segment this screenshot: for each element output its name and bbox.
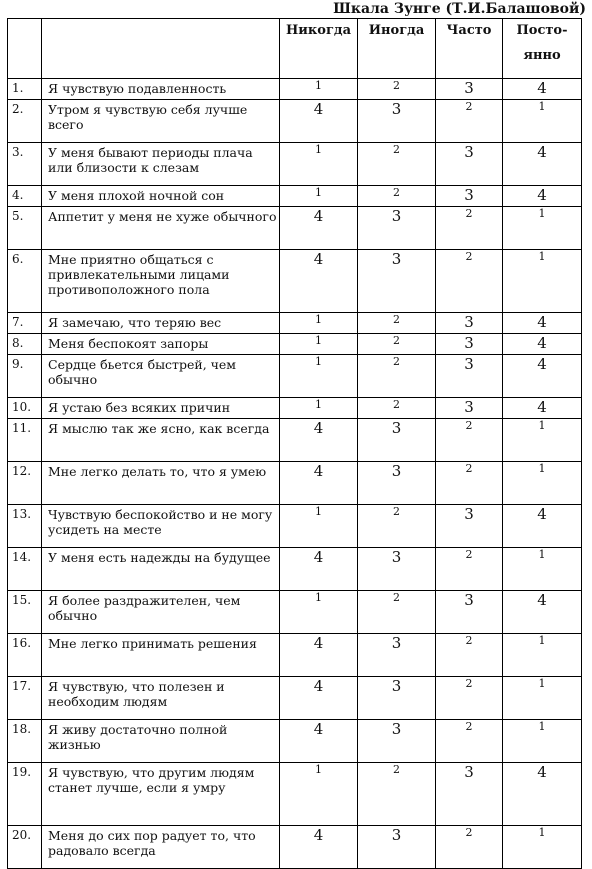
score-sometimes: 3: [358, 677, 436, 720]
score-constantly: 4: [503, 334, 582, 355]
header-never: Никогда: [280, 19, 358, 79]
score-never: 1: [280, 398, 358, 419]
score-sometimes: 2: [358, 79, 436, 100]
row-number: 9.: [8, 355, 42, 398]
row-statement: Меня беспокоят запоры: [42, 334, 280, 355]
row-number: 7.: [8, 313, 42, 334]
score-never: 4: [280, 462, 358, 505]
score-often: 3: [436, 763, 503, 826]
score-constantly: 4: [503, 591, 582, 634]
zung-scale-table: [7, 18, 582, 869]
score-often: 2: [436, 207, 503, 250]
row-number: 4.: [8, 186, 42, 207]
score-constantly: 4: [503, 355, 582, 398]
row-statement: Я замечаю, что теряю вес: [42, 313, 280, 334]
score-never: 4: [280, 720, 358, 763]
score-sometimes: 2: [358, 763, 436, 826]
score-often: 2: [436, 677, 503, 720]
row-statement: Я чувствую подавленность: [42, 79, 280, 100]
row-statement: У меня есть надежды на будущее: [42, 548, 280, 591]
score-constantly: 4: [503, 313, 582, 334]
score-never: 4: [280, 548, 358, 591]
table-row: [8, 462, 582, 505]
row-statement: Мне легко делать то, что я умею: [42, 462, 280, 505]
score-often: 3: [436, 398, 503, 419]
score-never: 4: [280, 250, 358, 313]
header-row: [8, 19, 582, 79]
table-row: [8, 398, 582, 419]
score-often: 3: [436, 505, 503, 548]
score-often: 2: [436, 462, 503, 505]
row-number: 17.: [8, 677, 42, 720]
header-statement: [42, 19, 280, 79]
score-sometimes: 3: [358, 826, 436, 869]
score-constantly: 1: [503, 100, 582, 143]
score-sometimes: 3: [358, 250, 436, 313]
score-constantly: 4: [503, 79, 582, 100]
row-statement: У меня бывают периоды плача или близости к слезам: [42, 143, 280, 186]
score-constantly: 4: [503, 186, 582, 207]
row-number: 14.: [8, 548, 42, 591]
score-often: 3: [436, 143, 503, 186]
score-sometimes: 3: [358, 100, 436, 143]
score-never: 1: [280, 591, 358, 634]
row-number: 2.: [8, 100, 42, 143]
row-number: 1.: [8, 79, 42, 100]
row-statement: Утром я чувствую себя лучше всего: [42, 100, 280, 143]
score-never: 1: [280, 313, 358, 334]
score-never: 1: [280, 763, 358, 826]
score-constantly: 1: [503, 462, 582, 505]
score-constantly: 4: [503, 398, 582, 419]
header-often: Часто: [436, 19, 503, 79]
row-statement: Я устаю без всяких причин: [42, 398, 280, 419]
score-often: 3: [436, 591, 503, 634]
score-sometimes: 3: [358, 548, 436, 591]
score-often: 3: [436, 355, 503, 398]
score-constantly: 4: [503, 763, 582, 826]
score-sometimes: 3: [358, 634, 436, 677]
table-row: [8, 207, 582, 250]
row-statement: Меня до сих пор радует то, что радовало всегда: [42, 826, 280, 869]
table-row: [8, 186, 582, 207]
document-title: Шкала Зунге (Т.И.Балашовой): [333, 1, 586, 17]
row-statement: Я живу достаточно полной жизнью: [42, 720, 280, 763]
header-constantly-line1: Посто-: [516, 23, 568, 38]
row-statement: Сердце бьется быстрей, чем обычно: [42, 355, 280, 398]
table-row: [8, 100, 582, 143]
table-row: [8, 677, 582, 720]
row-number: 18.: [8, 720, 42, 763]
score-never: 1: [280, 355, 358, 398]
row-number: 20.: [8, 826, 42, 869]
table-row: [8, 720, 582, 763]
score-constantly: 1: [503, 720, 582, 763]
row-statement: Я мыслю так же ясно, как всегда: [42, 419, 280, 462]
row-number: 15.: [8, 591, 42, 634]
score-constantly: 1: [503, 250, 582, 313]
score-constantly: 1: [503, 207, 582, 250]
score-often: 2: [436, 419, 503, 462]
score-never: 1: [280, 334, 358, 355]
row-statement: Я чувствую, что другим людям станет лучше, если я умру: [42, 763, 280, 826]
score-never: 1: [280, 505, 358, 548]
score-often: 3: [436, 334, 503, 355]
score-never: 1: [280, 186, 358, 207]
table-row: [8, 505, 582, 548]
table-row: [8, 313, 582, 334]
score-never: 4: [280, 677, 358, 720]
score-often: 3: [436, 79, 503, 100]
table-row: [8, 591, 582, 634]
row-number: 10.: [8, 398, 42, 419]
row-number: 6.: [8, 250, 42, 313]
score-never: 4: [280, 419, 358, 462]
header-constantly: [503, 19, 582, 79]
table-row: [8, 355, 582, 398]
table-row: [8, 634, 582, 677]
header-sometimes: Иногда: [358, 19, 436, 79]
score-constantly: 4: [503, 505, 582, 548]
table-row: [8, 334, 582, 355]
score-often: 3: [436, 186, 503, 207]
row-statement: Мне легко принимать решения: [42, 634, 280, 677]
row-statement: Я более раздражителен, чем обычно: [42, 591, 280, 634]
score-sometimes: 3: [358, 720, 436, 763]
header-constantly-line2: янно: [523, 48, 561, 63]
row-statement: Мне приятно общаться с привлекательными лицами противоположного пола: [42, 250, 280, 313]
table-row: [8, 763, 582, 826]
score-often: 2: [436, 634, 503, 677]
row-number: 13.: [8, 505, 42, 548]
score-constantly: 4: [503, 143, 582, 186]
score-sometimes: 3: [358, 462, 436, 505]
row-number: 5.: [8, 207, 42, 250]
row-statement: Аппетит у меня не хуже обычного: [42, 207, 280, 250]
row-number: 11.: [8, 419, 42, 462]
score-often: 2: [436, 720, 503, 763]
score-sometimes: 3: [358, 207, 436, 250]
row-number: 12.: [8, 462, 42, 505]
table-row: [8, 826, 582, 869]
score-sometimes: 2: [358, 313, 436, 334]
score-sometimes: 2: [358, 355, 436, 398]
table-row: [8, 419, 582, 462]
header-number: [8, 19, 42, 79]
table-row: [8, 250, 582, 313]
score-sometimes: 2: [358, 591, 436, 634]
score-never: 4: [280, 100, 358, 143]
score-often: 3: [436, 313, 503, 334]
score-often: 2: [436, 250, 503, 313]
score-sometimes: 2: [358, 505, 436, 548]
score-sometimes: 2: [358, 334, 436, 355]
score-constantly: 1: [503, 548, 582, 591]
score-sometimes: 3: [358, 419, 436, 462]
score-sometimes: 2: [358, 143, 436, 186]
score-constantly: 1: [503, 677, 582, 720]
score-never: 1: [280, 143, 358, 186]
row-statement: У меня плохой ночной сон: [42, 186, 280, 207]
score-often: 2: [436, 548, 503, 591]
score-sometimes: 2: [358, 398, 436, 419]
score-never: 4: [280, 826, 358, 869]
row-number: 19.: [8, 763, 42, 826]
row-number: 3.: [8, 143, 42, 186]
score-never: 1: [280, 79, 358, 100]
score-often: 2: [436, 826, 503, 869]
score-often: 2: [436, 100, 503, 143]
score-constantly: 1: [503, 419, 582, 462]
table-row: [8, 143, 582, 186]
score-never: 4: [280, 634, 358, 677]
score-never: 4: [280, 207, 358, 250]
row-number: 16.: [8, 634, 42, 677]
score-sometimes: 2: [358, 186, 436, 207]
row-statement: Чувствую беспокойство и не могу усидеть на месте: [42, 505, 280, 548]
row-statement: Я чувствую, что полезен и необходим людям: [42, 677, 280, 720]
table-row: [8, 79, 582, 100]
row-number: 8.: [8, 334, 42, 355]
table-row: [8, 548, 582, 591]
score-constantly: 1: [503, 826, 582, 869]
score-constantly: 1: [503, 634, 582, 677]
